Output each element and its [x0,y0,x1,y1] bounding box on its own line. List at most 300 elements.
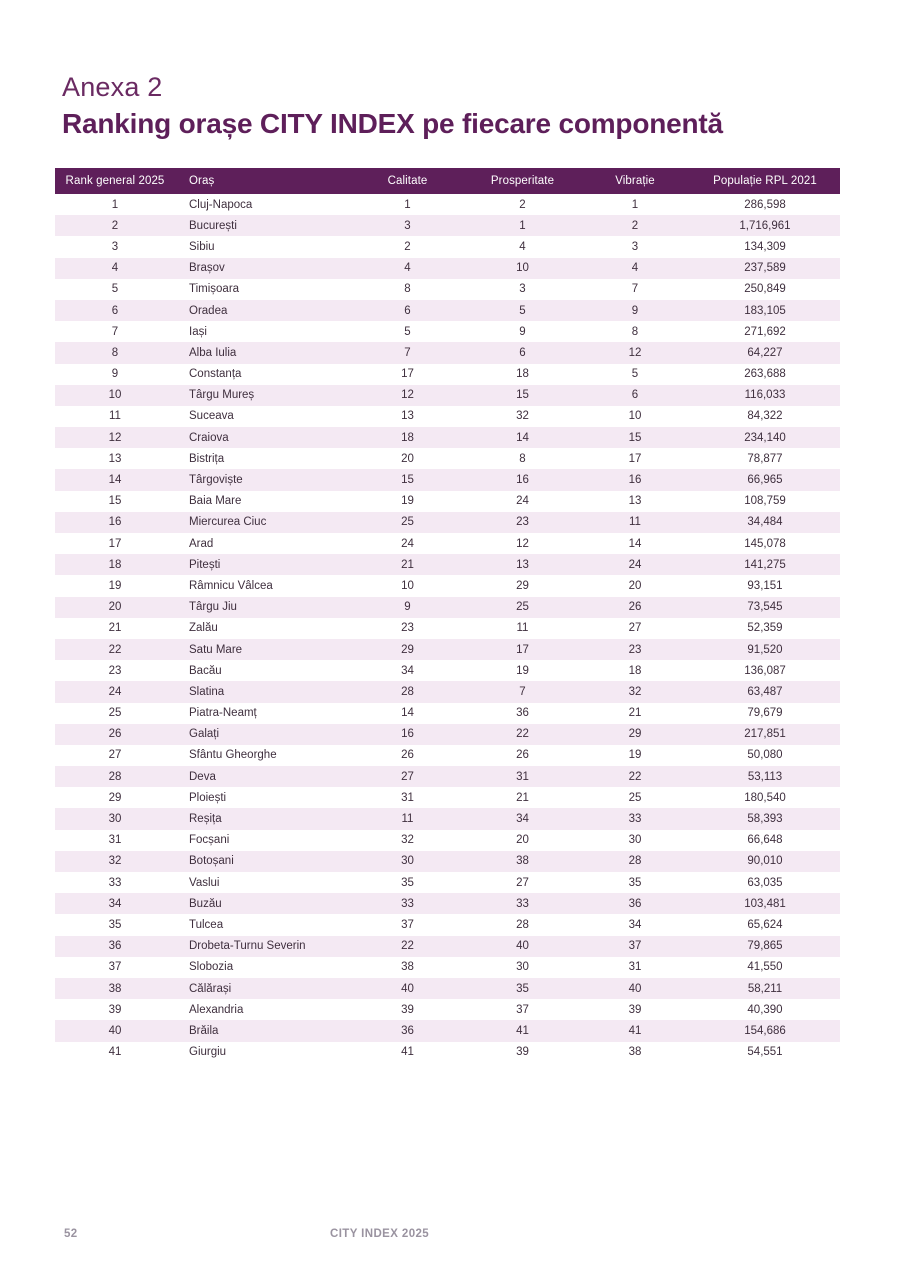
table-row [55,448,840,469]
cell-population: 63,487 [690,681,840,702]
cell-prosperity: 31 [465,766,580,787]
cell-vibration: 5 [631,368,639,381]
cell-prosperity: 24 [516,495,529,508]
table-row [55,1042,840,1063]
cell-prosperity: 5 [465,300,580,321]
cell-vibration: 13 [628,495,642,508]
cell-vibration: 39 [628,1003,642,1016]
cell-city: Râmnicu Vâlcea [189,579,273,592]
cell-vibration: 1 [631,198,639,211]
cell-rank: 33 [108,876,122,889]
cell-quality: 22 [350,936,465,957]
cell-city: Oradea [175,300,350,321]
cell-vibration: 9 [580,300,690,321]
table-row [55,703,840,724]
cell-vibration: 31 [628,961,642,974]
cell-city: Satu Mare [175,639,350,660]
table-row [55,215,840,236]
cell-vibration: 27 [628,622,642,635]
cell-prosperity: 6 [465,342,580,363]
table-row [55,236,840,257]
cell-quality: 41 [401,1046,414,1059]
cell-city: Reșița [175,808,350,829]
cell-rank: 29 [108,791,122,804]
table-row [55,597,840,618]
cell-population: 134,309 [744,240,786,253]
table-row [55,512,840,533]
cell-rank: 19 [108,579,122,592]
cell-rank: 38 [55,978,175,999]
cell-prosperity: 25 [465,597,580,618]
cell-vibration: 4 [580,258,690,279]
cell-population: 53,113 [690,766,840,787]
cell-city: Botoșani [175,851,350,872]
cell-quality: 35 [401,876,414,889]
cell-vibration: 38 [628,1046,642,1059]
cell-quality: 24 [401,537,414,550]
cell-prosperity: 32 [516,410,529,423]
cell-vibration: 19 [628,749,642,762]
cell-city: Bistrița [189,452,225,465]
cell-prosperity: 9 [519,325,526,338]
cell-prosperity: 23 [465,512,580,533]
cell-rank: 12 [55,427,175,448]
cell-city: Giurgiu [189,1046,227,1059]
table-row [55,1020,840,1041]
cell-rank: 3 [111,240,119,253]
cell-city: Târgu Jiu [175,597,350,618]
table-row [55,321,840,342]
cell-rank: 10 [55,385,175,406]
cell-city: Slatina [175,681,350,702]
cell-prosperity: 14 [465,427,580,448]
cell-quality: 39 [401,1003,414,1016]
cell-vibration: 30 [628,834,642,847]
cell-vibration: 33 [580,808,690,829]
cell-city: Galați [175,724,350,745]
cell-prosperity: 33 [465,893,580,914]
cell-city: Constanța [189,368,242,381]
table-row [55,300,840,321]
cell-prosperity: 11 [516,622,529,635]
table-row [55,999,840,1020]
cell-rank: 20 [55,597,175,618]
table-row [55,660,840,681]
column-header-city: Oraș [175,168,350,194]
cell-prosperity: 1 [465,215,580,236]
cell-prosperity: 12 [516,537,529,550]
cell-quality: 37 [401,918,414,931]
cell-vibration: 26 [580,597,690,618]
cell-prosperity: 10 [465,258,580,279]
cell-population: 65,624 [747,918,783,931]
cell-rank: 17 [108,537,122,550]
cell-prosperity: 28 [516,918,529,931]
cell-rank: 24 [55,681,175,702]
cell-rank: 37 [108,961,122,974]
cell-rank: 4 [55,258,175,279]
cell-quality: 7 [350,342,465,363]
cell-prosperity: 27 [516,876,529,889]
cell-city: București [175,215,350,236]
table-row [55,830,840,851]
table-row [55,787,840,808]
cell-rank: 25 [108,707,122,720]
cell-vibration: 28 [580,851,690,872]
table-row [55,364,840,385]
column-header-population: Populație RPL 2021 [690,168,840,194]
cell-prosperity: 13 [465,554,580,575]
cell-population: 84,322 [747,410,783,423]
cell-quality: 30 [350,851,465,872]
cell-quality: 10 [401,579,414,592]
cell-quality: 29 [350,639,465,660]
column-header-rank: Rank general 2025 [55,168,175,194]
cell-population: 54,551 [747,1046,783,1059]
cell-vibration: 17 [628,452,642,465]
cell-city: Iași [189,325,207,338]
cell-population: 73,545 [690,597,840,618]
table-row [55,936,840,957]
page-number: 52 [64,1228,78,1240]
cell-population: 58,211 [690,978,840,999]
cell-quality: 13 [401,410,414,423]
cell-rank: 35 [108,918,122,931]
column-header-vibration: Vibrație [580,168,690,194]
cell-city: Arad [189,537,214,550]
cell-population: 34,484 [690,512,840,533]
cell-population: 1,716,961 [690,215,840,236]
cell-population: 136,087 [744,664,786,677]
cell-city: Bacău [189,664,222,677]
cell-vibration: 20 [628,579,642,592]
cell-population: 66,648 [747,834,783,847]
table-row [55,406,840,427]
cell-population: 79,865 [690,936,840,957]
cell-population: 93,151 [747,579,783,592]
cell-quality: 9 [350,597,465,618]
table-row [55,427,840,448]
cell-vibration: 40 [580,978,690,999]
cell-prosperity: 18 [516,368,529,381]
cell-vibration: 6 [580,385,690,406]
cell-population: 183,105 [690,300,840,321]
cell-city: Călărași [175,978,350,999]
cell-prosperity: 17 [465,639,580,660]
table-row [55,575,840,596]
column-header-quality: Calitate [350,168,465,194]
cell-quality: 15 [350,469,465,490]
cell-vibration: 10 [628,410,642,423]
cell-quality: 26 [401,749,414,762]
cell-rank: 22 [55,639,175,660]
cell-population: 41,550 [747,961,783,974]
cell-population: 79,679 [747,707,783,720]
cell-population: 180,540 [744,791,786,804]
cell-rank: 8 [55,342,175,363]
cell-vibration: 7 [631,283,639,296]
cell-vibration: 2 [580,215,690,236]
cell-vibration: 41 [580,1020,690,1041]
table-row [55,533,840,554]
table-header-row [55,168,840,194]
cell-population: 154,686 [690,1020,840,1041]
page-footer [0,1228,910,1248]
cell-vibration: 36 [580,893,690,914]
cell-quality: 36 [350,1020,465,1041]
cell-prosperity: 38 [465,851,580,872]
cell-quality: 33 [350,893,465,914]
cell-quality: 2 [404,240,411,253]
cell-population: 58,393 [690,808,840,829]
cell-vibration: 21 [628,707,642,720]
ranking-table-container [55,168,840,1063]
cell-population: 64,227 [690,342,840,363]
cell-city: Drobeta-Turnu Severin [175,936,350,957]
column-header-prosperity: Prosperitate [465,168,580,194]
cell-rank: 7 [111,325,119,338]
cell-rank: 5 [111,283,119,296]
cell-prosperity: 16 [465,469,580,490]
table-row [55,978,840,999]
cell-rank: 28 [55,766,175,787]
cell-vibration: 12 [580,342,690,363]
cell-vibration: 34 [628,918,642,931]
cell-city: Miercurea Ciuc [175,512,350,533]
cell-rank: 1 [111,198,119,211]
cell-quality: 31 [401,791,414,804]
cell-quality: 5 [404,325,411,338]
cell-vibration: 16 [580,469,690,490]
cell-rank: 41 [108,1046,122,1059]
cell-prosperity: 4 [519,240,526,253]
table-row [55,385,840,406]
cell-population: 116,033 [690,385,840,406]
cell-rank: 16 [55,512,175,533]
cell-prosperity: 34 [465,808,580,829]
cell-prosperity: 15 [465,385,580,406]
cell-quality: 23 [401,622,414,635]
cell-quality: 32 [401,834,414,847]
cell-vibration: 18 [628,664,642,677]
cell-quality: 28 [350,681,465,702]
cell-population: 66,965 [690,469,840,490]
cell-quality: 17 [401,368,414,381]
cell-population: 286,598 [744,198,786,211]
cell-vibration: 15 [580,427,690,448]
cell-city: Pitești [175,554,350,575]
cell-population: 40,390 [747,1003,783,1016]
cell-quality: 40 [350,978,465,999]
ranking-table [55,168,840,1063]
cell-prosperity: 22 [465,724,580,745]
cell-population: 141,275 [690,554,840,575]
cell-city: Piatra-Neamț [189,707,257,720]
cell-city: Sfântu Gheorghe [189,749,277,762]
cell-population: 217,851 [690,724,840,745]
table-row [55,469,840,490]
cell-population: 78,877 [747,452,783,465]
cell-prosperity: 8 [519,452,526,465]
cell-vibration: 37 [580,936,690,957]
table-row [55,808,840,829]
cell-prosperity: 3 [519,283,526,296]
cell-quality: 20 [401,452,414,465]
cell-rank: 14 [55,469,175,490]
cell-city: Alexandria [189,1003,244,1016]
cell-rank: 26 [55,724,175,745]
cell-city: Târgoviște [175,469,350,490]
table-row [55,957,840,978]
cell-population: 91,520 [690,639,840,660]
cell-population: 63,035 [747,876,783,889]
cell-prosperity: 26 [516,749,529,762]
cell-rank: 11 [109,410,121,423]
cell-population: 50,080 [747,749,783,762]
cell-rank: 31 [108,834,122,847]
annex-label: Anexa 2 [62,72,163,102]
cell-prosperity: 40 [465,936,580,957]
cell-rank: 6 [55,300,175,321]
table-row [55,258,840,279]
cell-rank: 32 [55,851,175,872]
cell-prosperity: 39 [516,1046,529,1059]
cell-rank: 21 [108,622,122,635]
cell-prosperity: 7 [465,681,580,702]
cell-quality: 27 [350,766,465,787]
table-row [55,194,840,215]
cell-city: Alba Iulia [175,342,350,363]
table-row [55,872,840,893]
cell-city: Tulcea [189,918,224,931]
cell-rank: 15 [108,495,122,508]
cell-city: Buzău [175,893,350,914]
cell-quality: 25 [350,512,465,533]
cell-vibration: 8 [631,325,639,338]
cell-quality: 21 [350,554,465,575]
cell-prosperity: 35 [465,978,580,999]
cell-population: 108,759 [744,495,786,508]
cell-prosperity: 37 [516,1003,529,1016]
cell-city: Zalău [189,622,218,635]
table-row [55,554,840,575]
cell-city: Focșani [189,834,230,847]
table-row [55,618,840,639]
table-header [55,168,840,194]
cell-population: 52,359 [747,622,783,635]
cell-quality: 3 [350,215,465,236]
cell-vibration: 24 [580,554,690,575]
cell-vibration: 3 [631,240,639,253]
cell-population: 90,010 [690,851,840,872]
table-row [55,491,840,512]
cell-population: 234,140 [690,427,840,448]
cell-quality: 38 [401,961,414,974]
table-row [55,893,840,914]
cell-rank: 30 [55,808,175,829]
cell-city: Brăila [175,1020,350,1041]
table-row [55,851,840,872]
cell-rank: 23 [108,664,122,677]
cell-population: 237,589 [690,258,840,279]
cell-quality: 1 [404,198,411,211]
cell-quality: 12 [350,385,465,406]
table-row [55,766,840,787]
table-row [55,724,840,745]
table-row [55,342,840,363]
cell-vibration: 11 [580,512,690,533]
cell-quality: 11 [350,808,465,829]
cell-city: Târgu Mureș [175,385,350,406]
cell-rank: 13 [108,452,122,465]
table-row [55,279,840,300]
cell-rank: 36 [55,936,175,957]
cell-rank: 34 [55,893,175,914]
cell-rank: 18 [55,554,175,575]
cell-prosperity: 36 [516,707,529,720]
cell-vibration: 22 [580,766,690,787]
footer-title: CITY INDEX 2025 [330,1228,430,1240]
cell-city: Brașov [175,258,350,279]
cell-quality: 16 [350,724,465,745]
cell-vibration: 32 [580,681,690,702]
cell-population: 145,078 [744,537,786,550]
cell-city: Ploiești [189,791,227,804]
cell-vibration: 14 [628,537,642,550]
cell-vibration: 25 [628,791,642,804]
cell-city: Timișoara [189,283,240,296]
cell-rank: 9 [111,368,119,381]
cell-prosperity: 2 [519,198,526,211]
cell-rank: 27 [108,749,122,762]
cell-city: Craiova [175,427,350,448]
cell-population: 250,849 [744,283,786,296]
cell-quality: 6 [350,300,465,321]
cell-population: 103,481 [690,893,840,914]
cell-vibration: 35 [628,876,642,889]
cell-population: 271,692 [744,325,786,338]
cell-city: Cluj-Napoca [189,198,253,211]
cell-rank: 39 [108,1003,122,1016]
cell-city: Suceava [189,410,234,423]
cell-city: Sibiu [189,240,215,253]
cell-vibration: 29 [580,724,690,745]
cell-vibration: 23 [580,639,690,660]
cell-prosperity: 29 [516,579,529,592]
cell-quality: 4 [350,258,465,279]
cell-prosperity: 20 [516,834,529,847]
cell-rank: 40 [55,1020,175,1041]
cell-prosperity: 41 [465,1020,580,1041]
table-row [55,745,840,766]
cell-city: Deva [175,766,350,787]
table-body [55,194,840,1063]
cell-quality: 19 [401,495,414,508]
cell-quality: 8 [404,283,411,296]
cell-quality: 18 [350,427,465,448]
cell-city: Baia Mare [189,495,242,508]
cell-city: Vaslui [189,876,220,889]
cell-prosperity: 30 [516,961,529,974]
cell-prosperity: 21 [516,791,529,804]
cell-prosperity: 19 [516,664,529,677]
page-title: Ranking orașe CITY INDEX pe fiecare componentă [62,108,723,139]
table-row [55,639,840,660]
table-row [55,681,840,702]
cell-city: Slobozia [189,961,234,974]
cell-population: 263,688 [744,368,786,381]
cell-quality: 14 [401,707,414,720]
